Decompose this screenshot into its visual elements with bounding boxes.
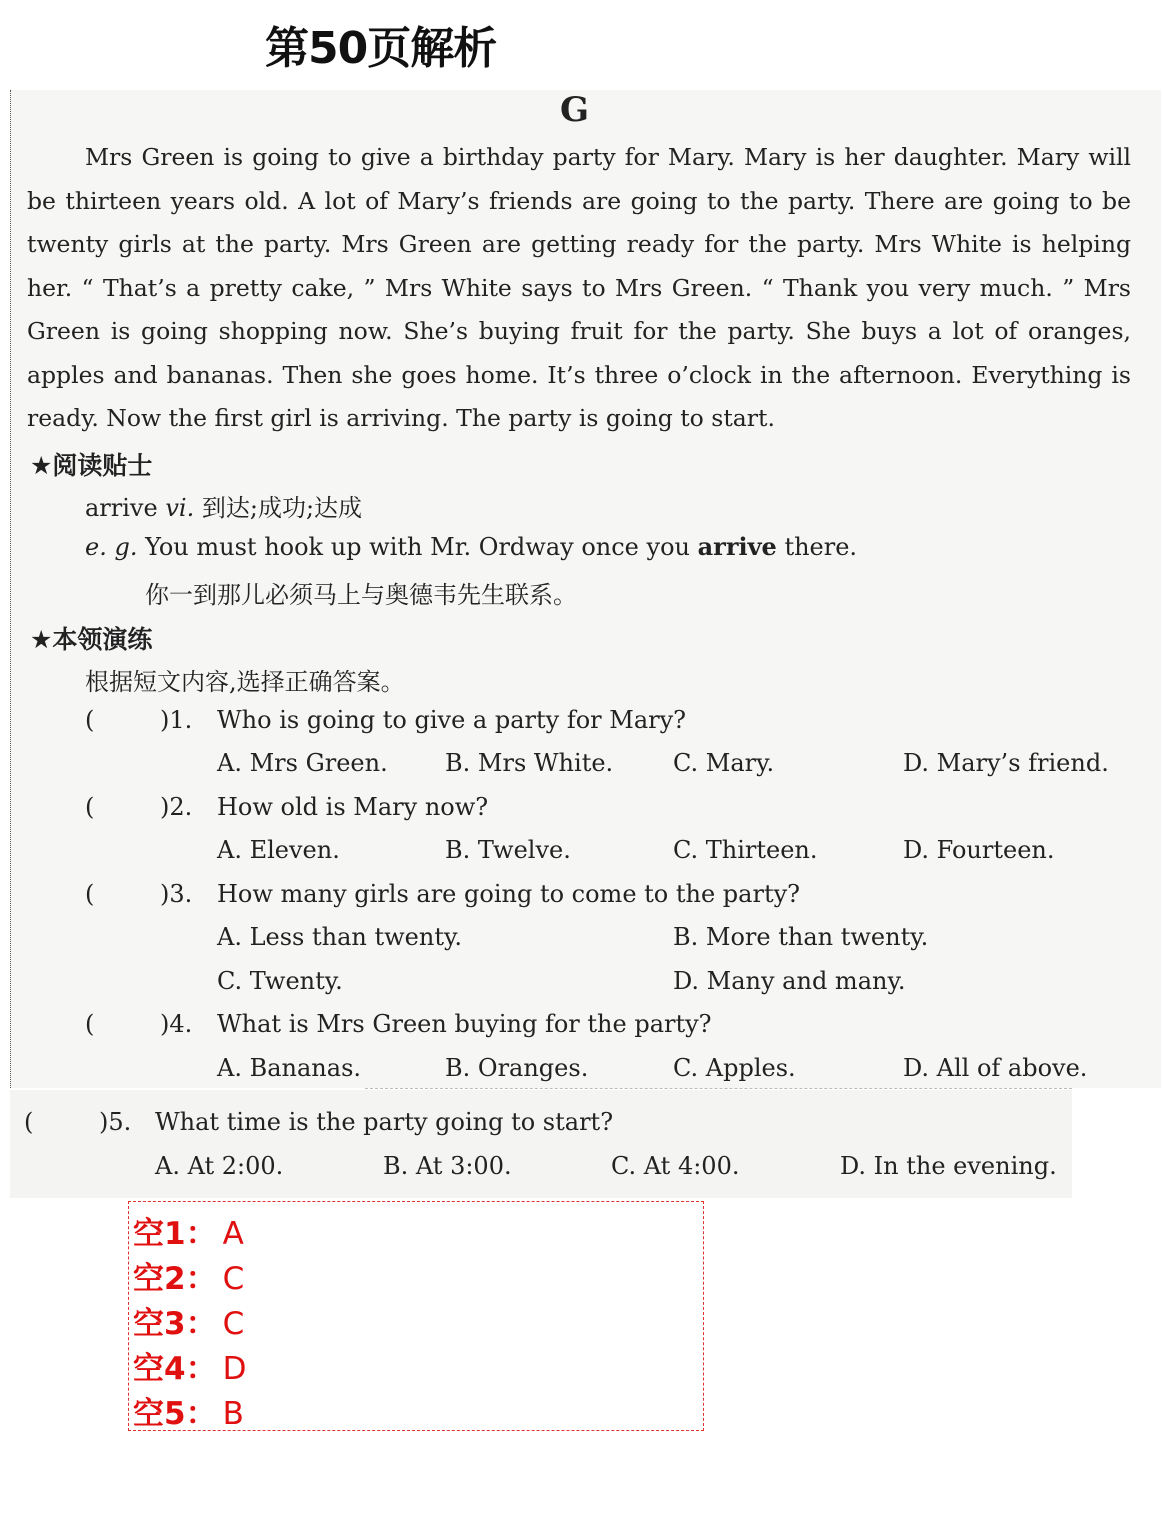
question-number: )5. (99, 1108, 132, 1136)
question-text: What time is the party going to start? (155, 1108, 614, 1136)
option-a: A. Bananas. (217, 1054, 362, 1082)
practice-heading: ★本领演练 (30, 625, 153, 654)
answer-label: 空3： (133, 1306, 217, 1342)
answer-blank-open: ( (85, 793, 95, 821)
option-c: C. Twenty. (217, 967, 343, 995)
answer-value: C (222, 1306, 245, 1342)
answer-row (133, 1208, 244, 1252)
answer-box (128, 1201, 704, 1431)
option-a: A. At 2:00. (155, 1152, 284, 1180)
option-b: B. Twelve. (445, 836, 571, 864)
option-b: B. More than twenty. (673, 923, 929, 951)
scanned-strip (10, 1090, 1072, 1198)
vocab-line (85, 488, 362, 523)
answer-row (133, 1253, 245, 1297)
page-title: 第50页解析 (265, 23, 497, 74)
tips-heading: ★阅读贴士 (30, 451, 153, 480)
option-c: C. Mary. (673, 749, 775, 777)
answer-value: A (222, 1216, 244, 1252)
option-b: B. Mrs White. (445, 749, 614, 777)
answer-blank-open: ( (85, 880, 95, 908)
answer-value: B (222, 1396, 244, 1432)
question-number: )4. (160, 1010, 193, 1038)
question-number: )3. (160, 880, 193, 908)
question-number: )2. (160, 793, 193, 821)
question-text: Who is going to give a party for Mary? (217, 706, 687, 734)
example-text-end: there. (784, 533, 858, 561)
option-d: D. Many and many. (673, 967, 906, 995)
option-d: D. In the evening. (840, 1152, 1057, 1180)
vocab-meaning: 到达;成功;达成 (201, 494, 363, 522)
option-c: C. At 4:00. (611, 1152, 740, 1180)
option-c: C. Apples. (673, 1054, 796, 1082)
option-d: D. All of above. (903, 1054, 1088, 1082)
practice-instruction: 根据短文内容,选择正确答案。 (85, 668, 405, 696)
option-c: C. Thirteen. (673, 836, 818, 864)
answer-row (133, 1298, 245, 1342)
answer-label: 空5： (133, 1396, 217, 1432)
example-sentence (85, 532, 857, 561)
example-keyword: arrive (697, 532, 777, 561)
question-number: )1. (160, 706, 193, 734)
passage-text: Mrs Green is going to give a birthday party for Mary. Mary is her daughter. Mary will be thirteen years old. A lot of Mary’s friends are going to the party. There are going to be twenty girls at the party. Mrs Green are getting ready for the party. Mrs White is helping her. “ That’s a pretty cake, ” Mrs White says to Mrs Green. “ Thank you very much. ” Mrs Green is going shopping now. She’s buying fruit for the party. She buys a lot of oranges, apples and bananas. Then she goes home. It’s three o’clock in the afternoon. Everything is ready. Now the first girl is arriving. The party is going to start. (27, 143, 1131, 432)
passage-heading: G (560, 90, 590, 130)
option-a: A. Less than twenty. (217, 923, 462, 951)
vocab-word: arrive (85, 494, 158, 522)
option-b: B. Oranges. (445, 1054, 589, 1082)
divider (365, 1088, 1072, 1089)
answer-blank-open: ( (85, 706, 95, 734)
answer-blank-open: ( (85, 1010, 95, 1038)
option-a: A. Mrs Green. (217, 749, 388, 777)
example-label: e. g. (85, 533, 138, 561)
answer-label: 空4： (133, 1351, 217, 1387)
option-d: D. Fourteen. (903, 836, 1055, 864)
answer-value: C (222, 1261, 245, 1297)
answer-value: D (222, 1351, 247, 1387)
option-d: D. Mary’s friend. (903, 749, 1109, 777)
answer-label: 空1： (133, 1216, 217, 1252)
option-b: B. At 3:00. (383, 1152, 512, 1180)
vocab-pos: vi. (165, 494, 195, 522)
example-text: You must hook up with Mr. Ordway once you (145, 533, 690, 561)
question-text: What is Mrs Green buying for the party? (217, 1010, 712, 1038)
answer-blank-open: ( (24, 1108, 34, 1136)
question-text: How old is Mary now? (217, 793, 489, 821)
answer-row (133, 1343, 247, 1387)
example-translation: 你一到那儿必须马上与奥德韦先生联系。 (145, 581, 577, 609)
answer-label: 空2： (133, 1261, 217, 1297)
option-a: A. Eleven. (217, 836, 340, 864)
question-text: How many girls are going to come to the party? (217, 880, 801, 908)
answer-row (133, 1388, 244, 1432)
